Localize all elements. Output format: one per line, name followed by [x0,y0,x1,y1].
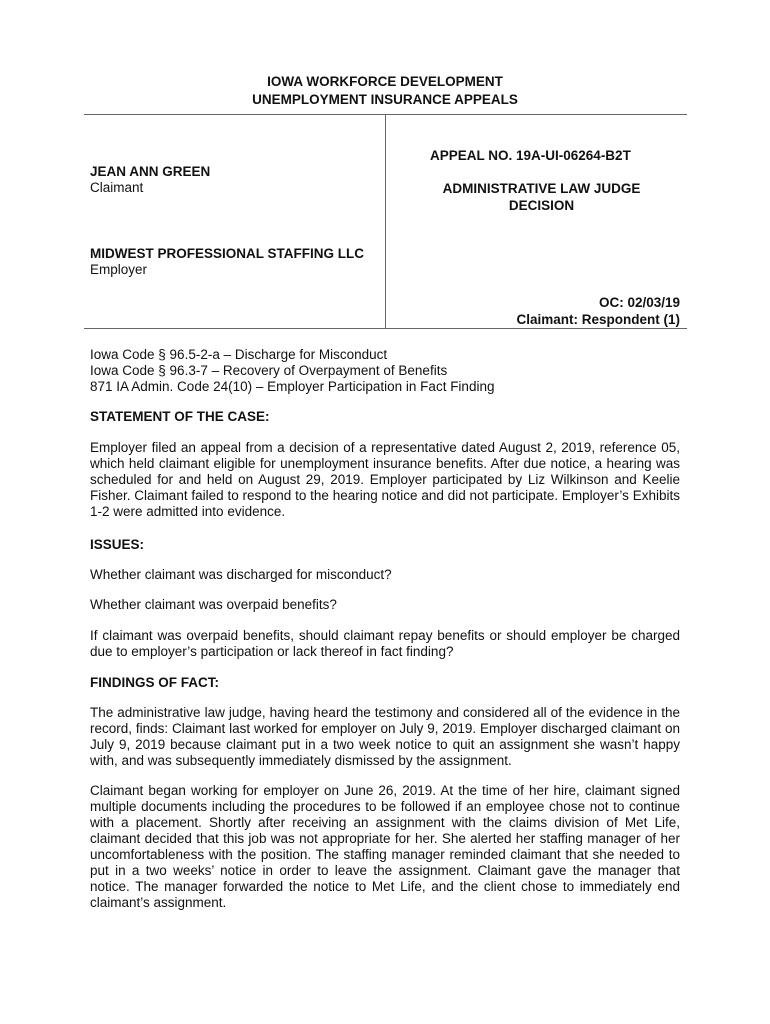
issue-item: Whether claimant was discharged for misconduct? [90,567,392,582]
issue-item: Whether claimant was overpaid benefits? [90,597,337,612]
appeal-number: APPEAL NO. 19A-UI-06264-B2T [430,148,631,163]
agency-title: IOWA WORKFORCE DEVELOPMENT [267,74,503,89]
statement-text: Employer filed an appeal from a decision of a representative dated August 2, 2019, reference 05, which held claimant eligible for unemployment insurance benefits. After due notice, a hearing was scheduled for and held on August 29, 2019. Employer participated by Liz Wilkinson and Keelie Fisher. Claimant failed to respond to the hearing notice and did not participate. Employer’s Exhibits 1-2 were admitted into evidence. [90,440,680,519]
issue-item: If claimant was overpaid benefits, should claimant repay benefits or should employer be charged due to employer’s participation or lack thereof in fact finding? [90,628,680,659]
findings-heading: FINDINGS OF FACT: [90,675,219,690]
issues-heading: ISSUES: [90,537,145,552]
findings-paragraph: The administrative law judge, having heard the testimony and considered all of the evidence in the record, finds: Claimant last worked for employer on July 9, 2019. Employer discharged claimant on July 9, 2019 because claimant put in a two week notice to quit an assignment she wasn’t happy with, and was subsequently immediately dismissed by the assignment. [90,705,680,768]
original-claim-date: OC: 02/03/19 [598,295,680,310]
decision-title [400,180,683,214]
claimant-name: JEAN ANN GREEN [90,164,211,179]
caption-bottom-rule [84,328,687,329]
employer-role: Employer [90,262,148,277]
claimant-status: Claimant: Respondent (1) [516,312,680,327]
findings-paragraph: Claimant began working for employer on June 26, 2019. At the time of her hire, claimant signed multiple documents including the procedures to be followed if an employee chose not to continue with a placement. Shortly after receiving an assignment with the claims division of Met Life, claimant decided that this job was not appropriate for her. She alerted her staffing manager of her uncomfortableness with the position. The staffing manager reminded claimant that she needed to put in a two weeks’ notice in order to leave the assignment. Claimant gave the manager that notice. The manager forwarded the notice to Met Life, and the client chose to immediately end claimant’s assignment. [90,783,680,910]
code-citation: 871 IA Admin. Code 24(10) – Employer Participation in Fact Finding [90,379,495,394]
statement-heading: STATEMENT OF THE CASE: [90,409,270,424]
decision-title-line2: DECISION [508,198,575,213]
decision-title-line1: ADMINISTRATIVE LAW JUDGE [442,181,641,196]
claimant-role: Claimant [90,180,144,195]
employer-name: MIDWEST PROFESSIONAL STAFFING LLC [90,246,364,261]
caption-divider [385,115,386,328]
code-citation: Iowa Code § 96.3-7 – Recovery of Overpayment of Benefits [90,363,448,378]
code-citation: Iowa Code § 96.5-2-a – Discharge for Misconduct [90,347,388,362]
division-title: UNEMPLOYMENT INSURANCE APPEALS [252,92,518,107]
